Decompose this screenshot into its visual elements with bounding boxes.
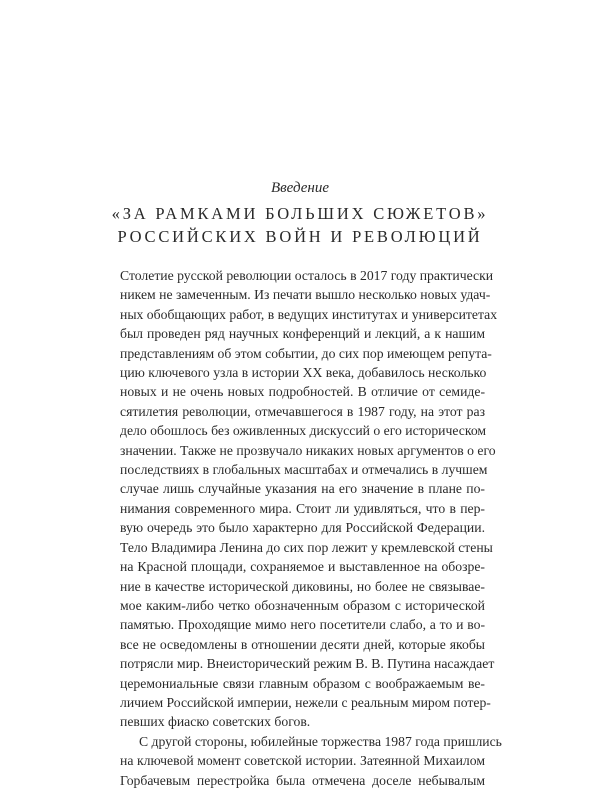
text-line: потрясли мир. Внеисторический режим В. В. Путина насаждает xyxy=(120,656,495,672)
text-line: ных обобщающих работ, в ведущих институтах и университетах xyxy=(120,306,498,322)
text-line: последствиях в глобальных масштабах и отмечались в лучшем xyxy=(120,462,488,478)
text-line: Горбачевым перестройка была отмечена доселе небывалым xyxy=(120,772,485,788)
chapter-title-line-2: РОССИЙСКИХ ВОЙН И РЕВОЛЮЦИЙ xyxy=(117,227,483,246)
chapter-title xyxy=(0,202,600,248)
text-line: представлениям об этом событии, до сих пор имеющем репута- xyxy=(120,345,492,361)
text-line: все не осведомлены в отношении десяти дней, которые якобы xyxy=(120,636,485,652)
text-line: личием Российской империи, нежели с реальным миром потер- xyxy=(120,694,491,710)
text-line: памятью. Проходящие мимо него посетители слабо, а то и во- xyxy=(120,617,485,633)
chapter-heading xyxy=(0,178,600,248)
text-line: ние в качестве исторической диковины, но более не связывае- xyxy=(120,578,485,594)
text-line: Тело Владимира Ленина до сих пор лежит у кремлевской стены xyxy=(120,539,493,555)
text-line: певших фиаско советских богов. xyxy=(120,714,311,730)
text-line: на ключевой момент советской истории. Затеянной Михаилом xyxy=(120,753,485,769)
text-line: новых и не очень новых подробностей. В отличие от семиде- xyxy=(120,384,485,400)
text-line: был проведен ряд научных конференций и лекций, а к нашим xyxy=(120,326,485,342)
text-line: на Красной площади, сохраняемое и выставленное на обозре- xyxy=(120,559,485,575)
text-line: значении. Также не прозвучало никаких новых аргументов о его xyxy=(120,442,496,458)
text-line: сятилетия революции, отмечавшегося в 1987 году, на этот раз xyxy=(120,403,485,419)
text-line: С другой стороны, юбилейные торжества 1987 года пришлись xyxy=(139,733,502,749)
paragraph xyxy=(120,732,502,790)
text-line: цию ключевого узла в истории XX века, добавилось несколько xyxy=(120,365,487,381)
section-label: Введение xyxy=(271,180,329,196)
text-line: нимания современного мира. Стоит ли удивляться, что в пер- xyxy=(120,500,485,516)
text-line: случае лишь случайные указания на его значение в плане по- xyxy=(120,481,485,497)
chapter-title-line-1: «ЗА РАМКАМИ БОЛЬШИХ СЮЖЕТОВ» xyxy=(111,204,489,223)
text-line: вую очередь это было характерно для Российской Федерации. xyxy=(120,520,485,536)
text-line: никем не замеченным. Из печати вышло несколько новых удач- xyxy=(120,287,491,303)
text-line: Столетие русской революции осталось в 2017 году практически xyxy=(120,268,494,283)
text-line: дело обошлось без оживленных дискуссий о его историческом xyxy=(120,423,487,439)
text-line: мое каким-либо четко обозначенным образом с исторической xyxy=(120,597,485,613)
text-line: церемониальные связи главным образом с воображаемым ве- xyxy=(120,675,485,691)
paragraph xyxy=(120,266,498,732)
body-text xyxy=(120,266,502,790)
